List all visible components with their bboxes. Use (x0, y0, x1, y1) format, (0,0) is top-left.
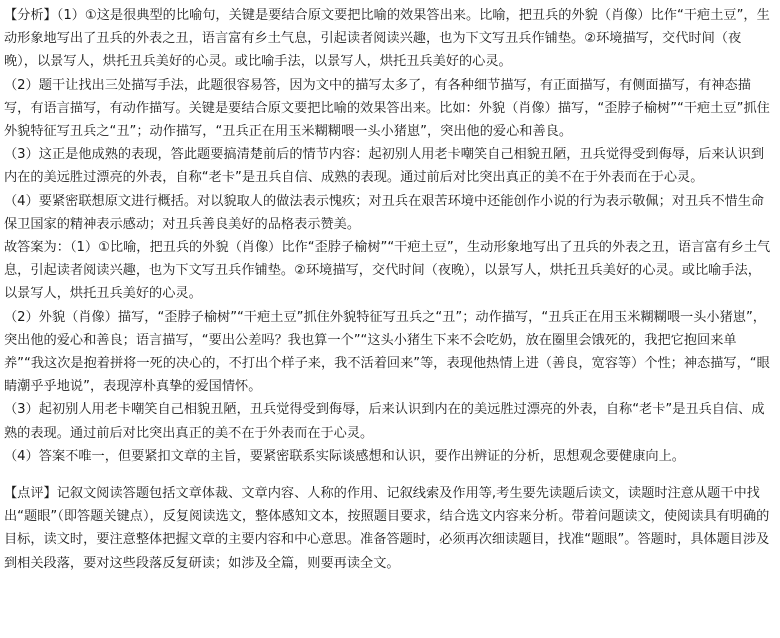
answer-paragraph-4: （4）答案不唯一，但要紧扣文章的主旨，要紧密联系实际谈感想和认识，要作出辨证的分析，思想观念要健康向上。 (4, 448, 685, 464)
analysis-paragraph-1: 【分析】（1）①这是很典型的比喻句，关键是要结合原文要把比喻的效果答出来。比喻，把丑兵的外貌（肖像）比作“干疤土豆”，生动形象地写出了丑兵的外表之丑，语言富有乡土气息，引起读者阅读兴趣，也为下文写丑兵作铺垫。②环境描写，交代时间（夜晚），以景写人，烘托丑兵美好的心灵。或比喻手法，以景写人，烘托丑兵美好的心灵。 (4, 8, 770, 70)
analysis-paragraph-4: （4）要紧密联想原文进行概括。对以貌取人的做法表示愧疚；对丑兵在艰苦环境中还能创作小说的行为表示敬佩；对丑兵不惜生命保卫国家的精神表示感动；对丑兵善良美好的品格表示赞美。 (4, 193, 765, 232)
comment-paragraph: 【点评】记叙文阅读答题包括文章体裁、文章内容、人称的作用、记叙线索及作用等,考生要先读题后读文，读题时注意从题干中找出“题眼”（即答题关键点），反复阅读选文，整体感知文本，按照题目要求，结合选文内容来分析。带着问题读文，使阅读具有明确的目标，读文时，要注意整体把握文章的主要内容和中心意思。准备答题时，必须再次细读题目，找准“题眼”。答题时，具体题目涉及到相关段落，要对这些段落反复研读；如涉及全篇，则要再读全文。 (4, 486, 770, 571)
analysis-paragraph-3: （3）这正是他成熟的表现，答此题要搞清楚前后的情节内容：起初别人用老卡嘲笑自己相貌丑陋，丑兵觉得受到侮辱，后来认识到内在的美远胜过漂亮的外表，自称“老卡”是丑兵自信、成熟的表现。通过前后对比突出真正的美不在于外表而在于心灵。 (4, 147, 765, 186)
section-spacer (4, 468, 774, 482)
comment-section (4, 482, 774, 575)
answer-paragraph-3: （3）起初别人用老卡嘲笑自己相貌丑陋，丑兵觉得受到侮辱，后来认识到内在的美远胜过漂亮的外表，自称“老卡”是丑兵自信、成熟的表现。通过前后对比突出真正的美不在于外表而在于心灵。 (4, 402, 765, 441)
answer-paragraph-1: 故答案为：（1）①比喻，把丑兵的外貌（肖像）比作“歪脖子榆树”“干疤土豆”，生动形象地写出了丑兵的外表之丑，语言富有乡土气息，引起读者阅读兴趣，也为下文写丑兵作铺垫。②环境描写，交代时间（夜晚），以景写人，烘托丑兵美好的心灵。或比喻手法，以景写人，烘托丑兵美好的心灵。 (4, 240, 771, 302)
analysis-paragraph-2: （2）题干让找出三处描写手法，此题很容易答，因为文中的描写太多了，有各种细节描写，有正面描写，有侧面描写，有神态描写，有语言描写，有动作描写。关键是要结合原文要把比喻的效果答出来。比如：外貌（肖像）描写，“歪脖子榆树”“干疤土豆”抓住外貌特征写丑兵之“丑”；动作描写，“丑兵正在用玉米糊糊喂一头小猪崽”，突出他的爱心和善良。 (4, 77, 770, 140)
answer-paragraph-2: （2）外貌（肖像）描写，“歪脖子榆树”“干疤土豆”抓住外貌特征写丑兵之“丑”；动作描写，“丑兵正在用玉米糊糊喂一头小猪崽”，突出他的爱心和善良；语言描写，“要出公差吗？我也算一个”“这头小猪生下来不会吃奶，放在圈里会饿死的，我把它抱回来单养”“我这次是抱着拼将一死的决心的，不打出个样子来，我不活着回来”等，表现他热情上进（善良，宽容等）个性；神态描写，“眼睛潮乎乎地说”，表现淳朴真挚的爱国情怀。 (4, 309, 770, 395)
analysis-section (4, 4, 774, 468)
